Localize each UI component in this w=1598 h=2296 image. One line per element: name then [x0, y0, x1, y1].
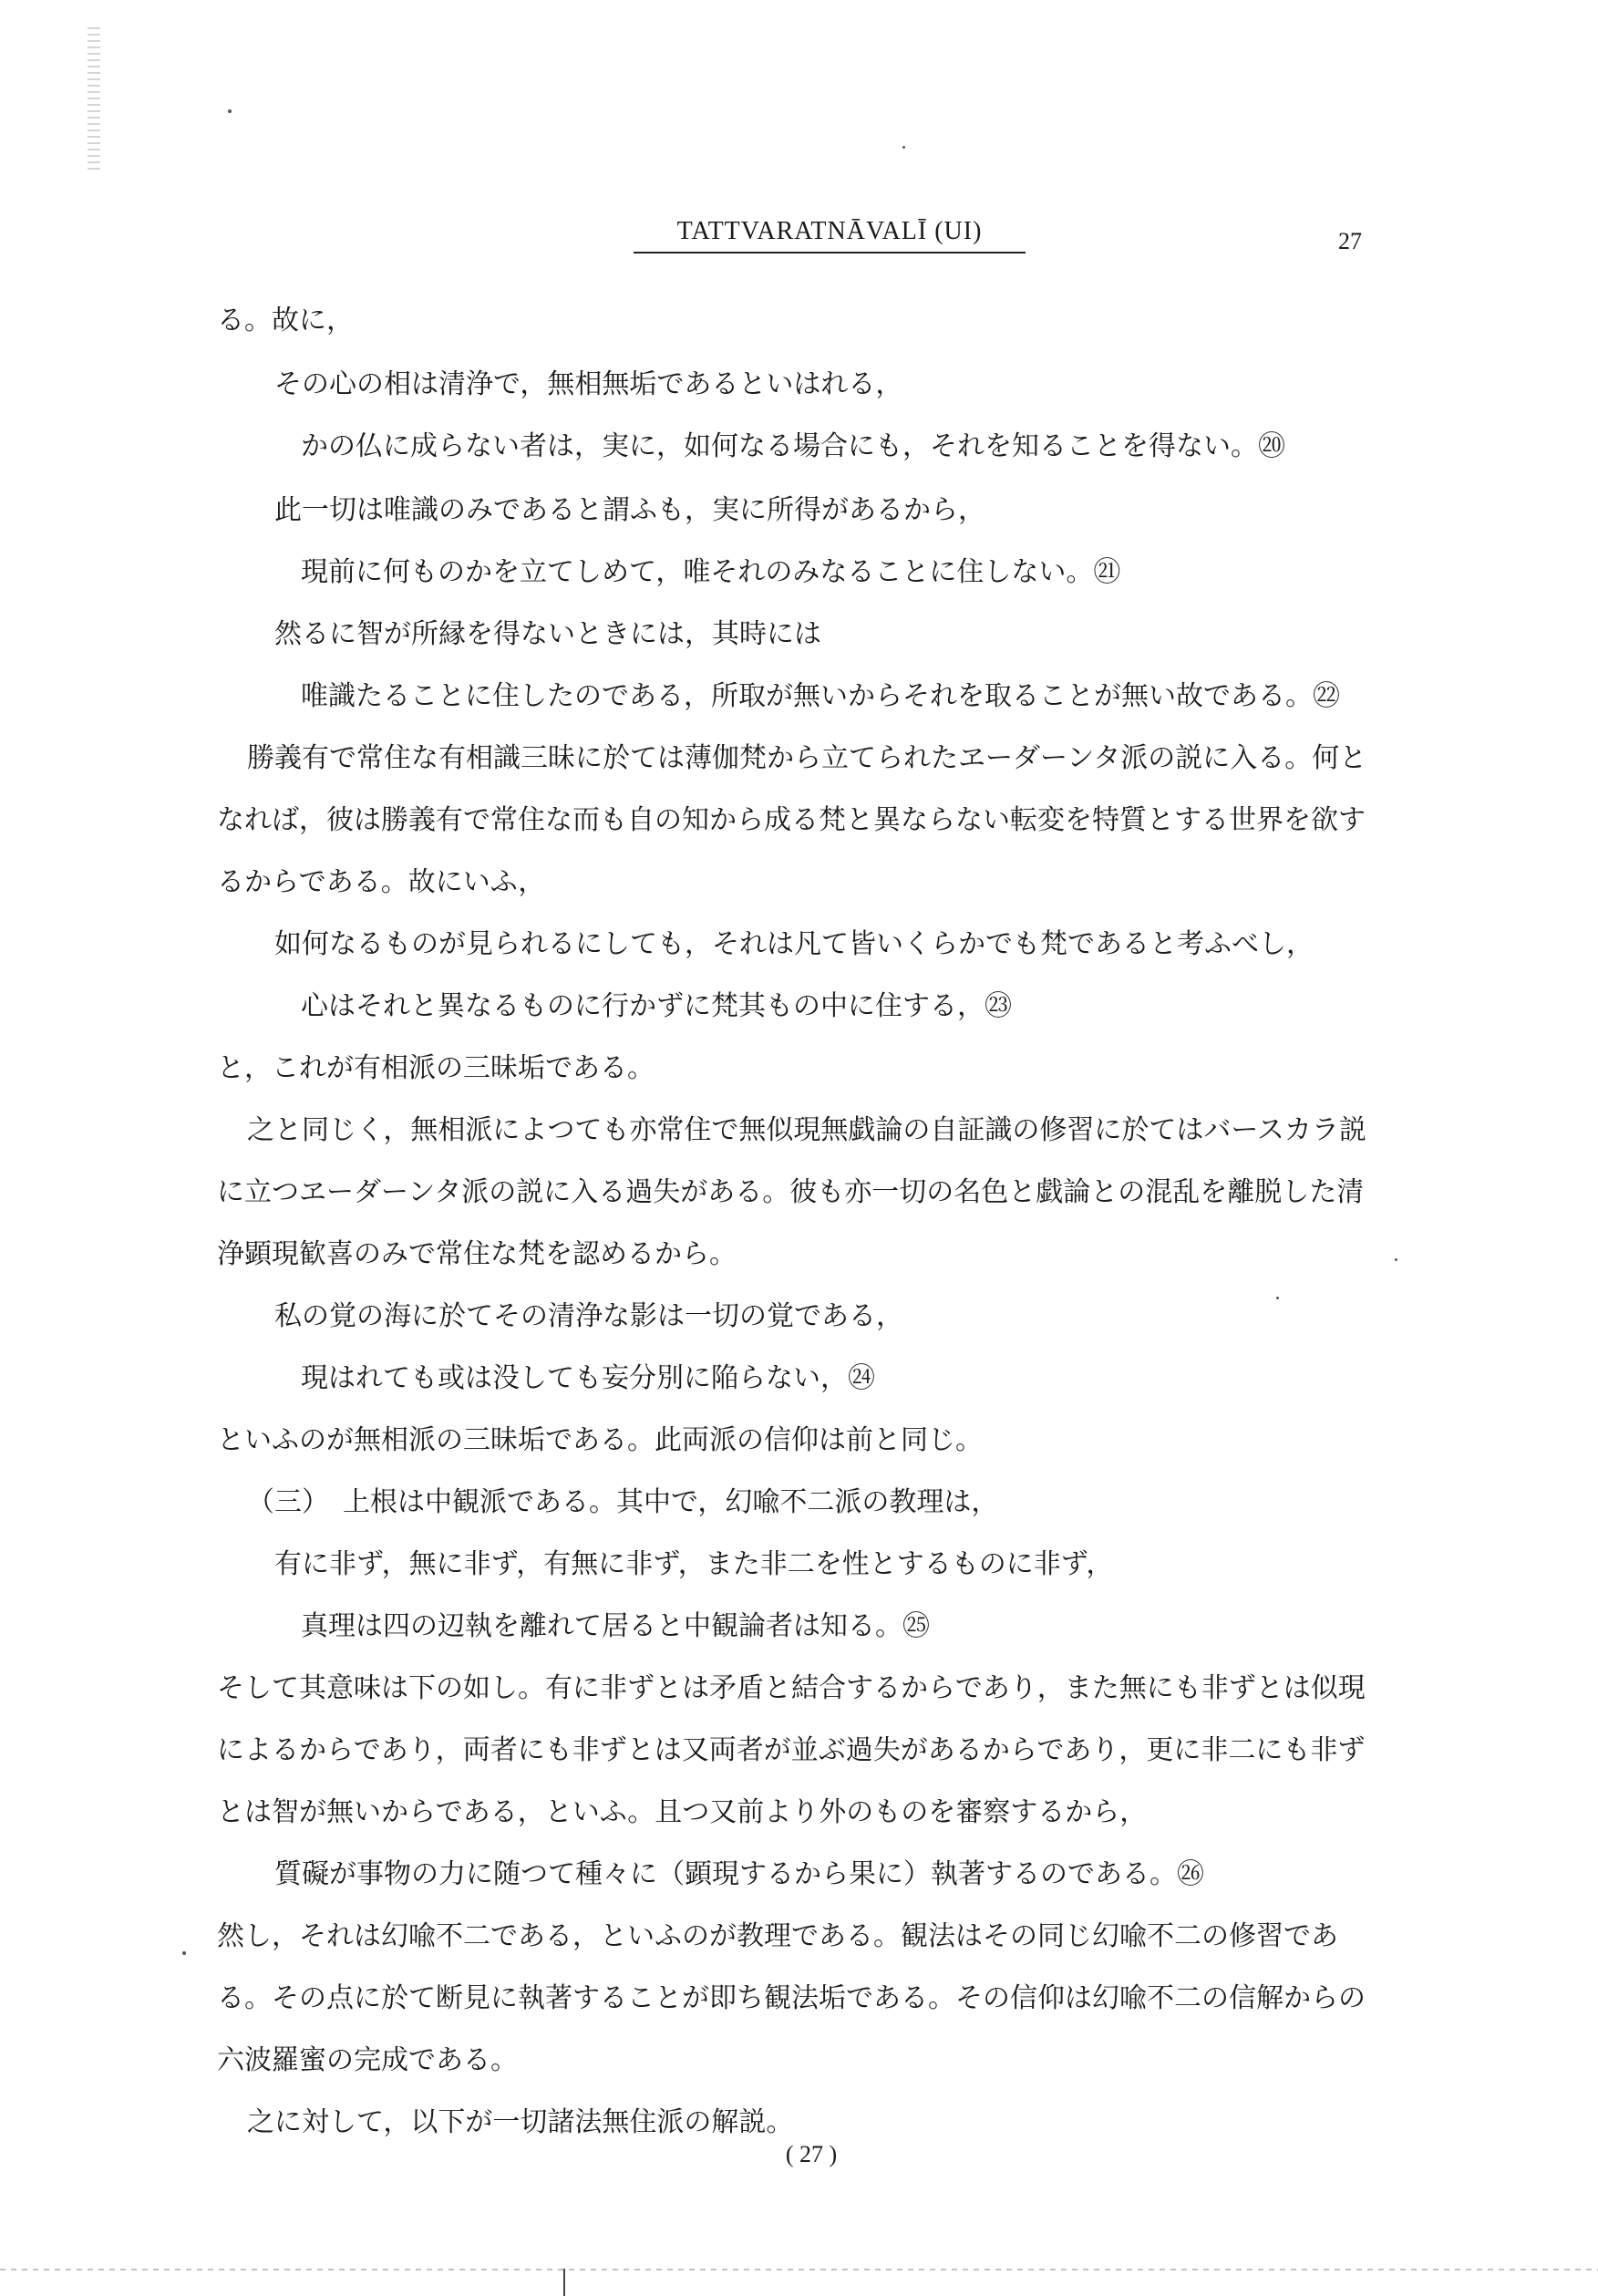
- scan-speck: [228, 109, 232, 113]
- text-line: かの仏に成らない者は，実に，如何なる場合にも，それを知ることを得ない。⑳: [301, 430, 1285, 462]
- text-line: に立つヱーダーンタ派の説に入る過失がある。彼も亦一切の名色と戯論との混乱を離脱した清: [217, 1176, 1365, 1208]
- text-line: 現前に何ものかを立てしめて，唯それのみなることに住しない。㉑: [301, 556, 1121, 588]
- scan-edge-artifact: [0, 2269, 1598, 2270]
- text-line: 六波羅蜜の完成である。: [217, 2044, 518, 2076]
- scan-speck: [1276, 1297, 1279, 1299]
- text-line: （三） 上根は中観派である。其中で，幻喩不二派の教理は，: [247, 1486, 999, 1518]
- text-line: 質礙が事物の力に随つて種々に（顕現するから果に）執著するのである。㉖: [274, 1858, 1204, 1890]
- text-line: によるからであり，両者にも非ずとは又両者が並ぶ過失があるからであり，更に非二にも非ず: [217, 1734, 1366, 1766]
- text-line: 私の覚の海に於てその清浄な影は一切の覚である，: [274, 1300, 903, 1332]
- text-line: 然し，それは幻喩不二である，といふのが教理である。観法はその同じ幻喩不二の修習であ: [217, 1920, 1338, 1952]
- text-line: る。故に，: [217, 305, 354, 336]
- text-line: とは智が無いからである，といふ。且つ又前より外のものを審察するから，: [217, 1796, 1148, 1828]
- text-line: 真理は四の辺執を離れて居ると中観論者は知る。㉕: [301, 1610, 930, 1642]
- text-line: 唯識たることに住したのである，所取が無いからそれを取ることが無い故である。㉒: [301, 680, 1340, 712]
- text-line: 浄顕現歓喜のみで常住な梵を認めるから。: [217, 1238, 737, 1270]
- page-number-top: 27: [1338, 228, 1362, 254]
- text-line: 現はれても或は没しても妄分別に陥らない，㉔: [301, 1362, 875, 1394]
- text-line: なれば，彼は勝義有で常住な而も自の知から成る梵と異ならない転変を特質とする世界を欲す: [217, 804, 1366, 836]
- text-line: 如何なるものが見られるにしても，それは凡て皆いくらかでも梵であると考ふべし，: [274, 928, 1314, 960]
- text-line: 此一切は唯識のみであると謂ふも，実に所得があるから，: [274, 494, 985, 526]
- page-number-footer: ( 27 ): [785, 2141, 838, 2167]
- text-line: る。その点に於て断見に執著することが即ち観法垢である。その信仰は幻喩不二の信解からの: [217, 1982, 1366, 2014]
- text-line: 心はそれと異なるものに行かずに梵其もの中に住する，㉓: [301, 990, 1012, 1022]
- scan-edge-artifact: [563, 2269, 565, 2296]
- text-line: と，これが有相派の三昧垢である。: [217, 1052, 655, 1084]
- scan-speck: [182, 1951, 186, 1955]
- scan-speck: [902, 146, 905, 149]
- text-line: そして其意味は下の如し。有に非ずとは矛盾と結合するからであり，また無にも非ずとは似現: [217, 1672, 1366, 1704]
- text-line: といふのが無相派の三昧垢である。此両派の信仰は前と同じ。: [217, 1424, 983, 1456]
- text-line: 有に非ず，無に非ず，有無に非ず，また非二を性とするものに非ず，: [274, 1548, 1114, 1580]
- scan-speck: [1395, 1258, 1397, 1261]
- scan-edge-artifact: [88, 27, 100, 173]
- running-header-title: TATTVARATNĀVALĪ (UI): [634, 217, 1026, 253]
- text-line: 之に対して，以下が一切諸法無住派の解説。: [247, 2106, 794, 2138]
- text-line: 然るに智が所縁を得ないときには，其時には: [274, 618, 821, 650]
- text-line: 之と同じく，無相派によつても亦常住で無似現無戯論の自証識の修習に於てはバースカラ説: [247, 1114, 1366, 1146]
- text-line: その心の相は清浄で，無相無垢であるといはれる，: [274, 368, 903, 400]
- text-line: るからである。故にいふ，: [217, 866, 546, 898]
- text-line: 勝義有で常住な有相識三昧に於ては薄伽梵から立てられたヱーダーンタ派の説に入る。何と: [247, 742, 1367, 774]
